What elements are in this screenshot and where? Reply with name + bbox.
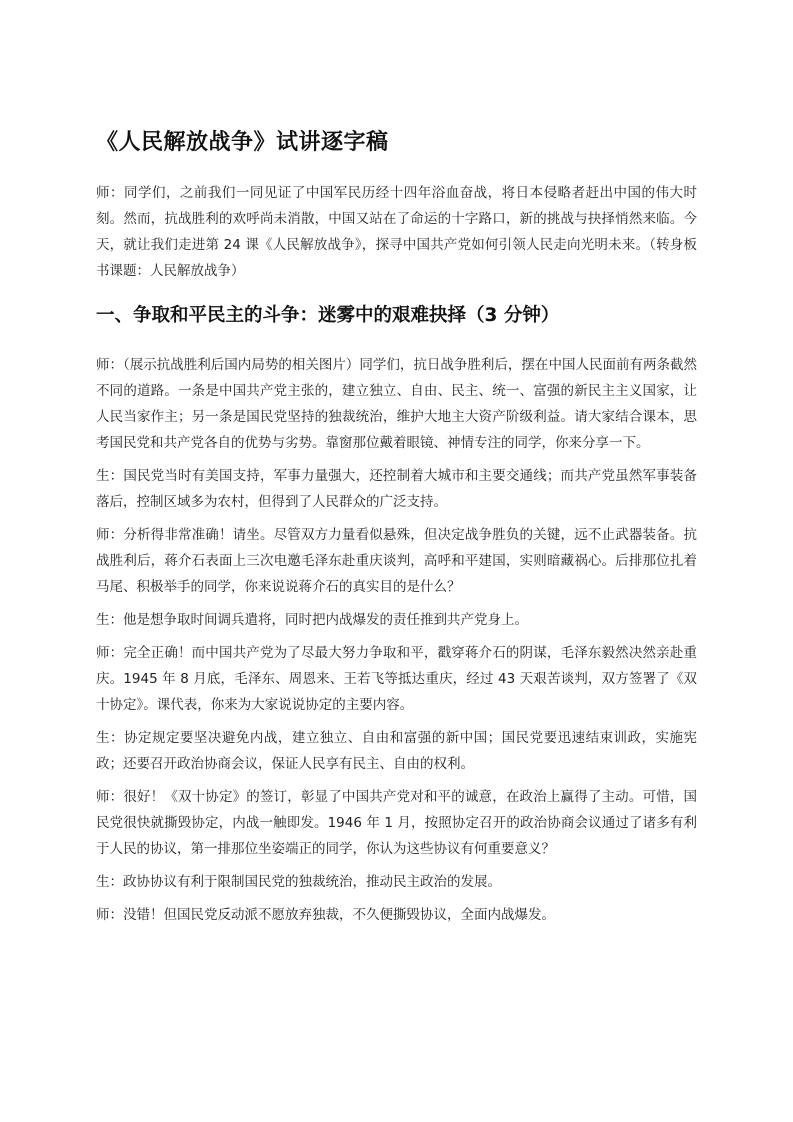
dialogue-block (96, 352, 697, 928)
dialogue-paragraph: 师：分析得非常准确！请坐。尽管双方力量看似悬殊，但决定战争胜负的关键，远不止武器装备。抗战胜利后，蒋介石表面上三次电邀毛泽东赴重庆谈判，高呼和平建国，实则暗藏祸心。后排那位扎着马尾、积极举手的同学，你来说说蒋介石的真实目的是什么？ (96, 527, 697, 595)
dialogue-paragraph: 生：政协协议有利于限制国民党的独裁统治，推动民主政治的发展。 (96, 874, 501, 890)
document-title: 《人民解放战争》试讲逐字稿 (96, 130, 389, 155)
dialogue-paragraph: 师：没错！但国民党反动派不愿放弃独裁，不久便撕毁协议，全面内战爆发。 (96, 907, 555, 923)
dialogue-paragraph: 师：很好！《双十协定》的签订，彰显了中国共产党对和平的诚意，在政治上赢得了主动。可惜，国民党很快就撕毁协定，内战一触即发。1946 年 1 月，按照协定召开的政治协商会议通过了诸多有利于人民的协议，第一排那位坐姿端正的同学，你认为这些协议有何重要意义？ (96, 789, 697, 857)
section-heading: 一、争取和平民主的斗争：迷雾中的艰难抉择（3 分钟） (96, 305, 560, 326)
dialogue-paragraph: 生：国民党当时有美国支持，军事力量强大，还控制着大城市和主要交通线；而共产党虽然军事装备落后，控制区域多为农村，但得到了人民群众的广泛支持。 (96, 468, 697, 510)
dialogue-paragraph: 生：协定规定要坚决避免内战，建立独立、自由和富强的新中国；国民党要迅速结束训政，实施宪政；还要召开政治协商会议，保证人民享有民主、自由的权利。 (96, 730, 697, 772)
intro-paragraph: 师：同学们，之前我们一同见证了中国军民历经十四年浴血奋战，将日本侵略者赶出中国的伟大时刻。然而，抗战胜利的欢呼尚未消散，中国又站在了命运的十字路口，新的挑战与抉择悄然来临。今天，就让我们走进第 24 课《人民解放战争》，探寻中国共产党如何引领人民走向光明未来。（转身板书课题：人民解放战争） (96, 185, 697, 279)
dialogue-paragraph: 生：他是想争取时间调兵遣将，同时把内战爆发的责任推到共产党身上。 (96, 612, 528, 628)
dialogue-paragraph: 师：（展示抗战胜利后国内局势的相关图片）同学们，抗日战争胜利后，摆在中国人民面前有两条截然不同的道路。一条是中国共产党主张的，建立独立、自由、民主、统一、富强的新民主主义国家，让人民当家作主；另一条是国民党坚持的独裁统治，维护大地主大资产阶级利益。请大家结合课本，思考国民党和共产党各自的优势与劣势。靠窗那位戴着眼镜、神情专注的同学，你来分享一下。 (96, 357, 697, 451)
dialogue-paragraph: 师：完全正确！而中国共产党为了尽最大努力争取和平，戳穿蒋介石的阴谋，毛泽东毅然决然亲赴重庆。1945 年 8 月底，毛泽东、周恩来、王若飞等抵达重庆，经过 43 天艰苦谈判，双方签署了《双十协定》。课代表，你来为大家说说协定的主要内容。 (96, 645, 697, 713)
